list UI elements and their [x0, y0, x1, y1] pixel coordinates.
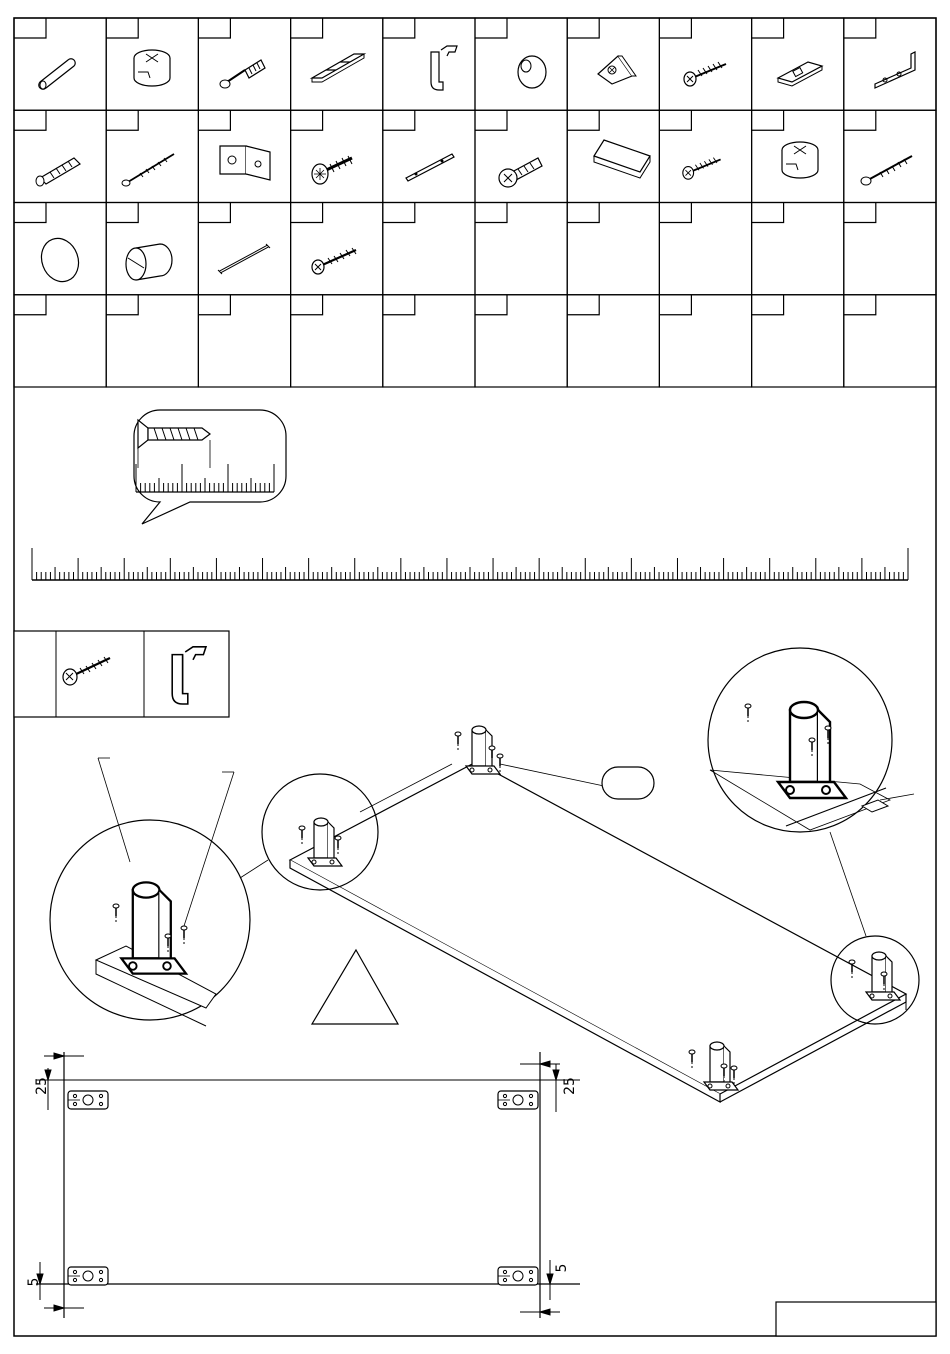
- cam-lock-icon: [134, 50, 170, 86]
- part-number-tab: [475, 110, 507, 130]
- leg-plate-bottom-left: [68, 1267, 108, 1285]
- part-number-tab: [752, 18, 784, 38]
- screw-size-callout: [134, 410, 286, 524]
- part-number-tab: [383, 295, 415, 315]
- parts-table-cell: [659, 295, 751, 387]
- parts-table-cell: [567, 203, 659, 295]
- warning-triangle-icon: [312, 950, 398, 1024]
- part-number-tab: [291, 295, 323, 315]
- dimension-arrows: [37, 1053, 560, 1315]
- parts-table-cell: [198, 18, 290, 110]
- parts-table-cell: [383, 18, 475, 110]
- dimension-label-top-right: 25: [562, 1077, 578, 1095]
- machine-screw-icon: [499, 158, 542, 187]
- part-number-tab: [567, 203, 599, 223]
- parts-table-cell: [844, 203, 936, 295]
- parts-table-cell: [567, 295, 659, 387]
- part-number-tab: [659, 18, 691, 38]
- part-number-tab: [106, 110, 138, 130]
- parts-table-cell: [844, 295, 936, 387]
- parts-table-cell: [291, 110, 383, 202]
- parts-table-cell: [844, 110, 936, 202]
- cam-lock-icon: [782, 142, 818, 178]
- parts-table-cell: [383, 203, 475, 295]
- parts-table-cell: [659, 203, 751, 295]
- dimension-label-bottom-right: 5: [554, 1263, 570, 1273]
- leg-plate-top-left: [68, 1091, 108, 1109]
- part-number-tab: [383, 110, 415, 130]
- dimension-label-top-left: 25: [34, 1077, 50, 1095]
- page-number-box: [776, 1302, 936, 1336]
- parts-table-cell: [14, 110, 106, 202]
- part-number-tab: [291, 18, 323, 38]
- parts-table-cell: [291, 295, 383, 387]
- part-number-tab: [844, 110, 876, 130]
- measuring-ruler: [32, 548, 908, 580]
- cam-bolt-icon: [220, 60, 265, 88]
- long-screw-icon: [861, 156, 912, 185]
- parts-table-cell: [752, 203, 844, 295]
- part-number-tab: [14, 110, 46, 130]
- parts-table-cell: [106, 295, 198, 387]
- part-number-tab: [14, 295, 46, 315]
- part-number-tab: [14, 203, 46, 223]
- wall-plug-icon: [36, 158, 80, 186]
- metal-strip-icon: [406, 154, 454, 181]
- part-number-tab: [198, 203, 230, 223]
- leg-back-left: [466, 726, 500, 774]
- corner-block-icon: [598, 56, 636, 84]
- part-number-tab: [291, 110, 323, 130]
- parts-table-cell: [383, 295, 475, 387]
- parts-table-cell: [475, 110, 567, 202]
- dimension-label-bottom-left: 5: [26, 1277, 42, 1287]
- dowel-icon: [39, 59, 75, 89]
- parts-table-cell: [475, 295, 567, 387]
- step-parts-box: [14, 631, 229, 717]
- parts-table-cell: [659, 18, 751, 110]
- part-number-tab: [383, 203, 415, 223]
- part-number-tab: [567, 18, 599, 38]
- leg-plate-top-right: [498, 1091, 538, 1109]
- part-number-tab: [567, 295, 599, 315]
- countersunk-screw-icon: [312, 156, 352, 184]
- drawer-runner-icon: [594, 140, 650, 178]
- shelf-pads-icon: [312, 54, 364, 82]
- parts-table-cell: [14, 18, 106, 110]
- parts-table-cell: [198, 295, 290, 387]
- part-number-tab: [475, 18, 507, 38]
- part-number-tab: [106, 18, 138, 38]
- part-number-tab: [198, 110, 230, 130]
- part-number-tab: [14, 18, 46, 38]
- detail-circle-large-left: [50, 758, 250, 1026]
- part-number-tab: [475, 295, 507, 315]
- part-number-tab: [198, 18, 230, 38]
- parts-table-cell: [198, 203, 290, 295]
- leg-bracket-icon: [431, 46, 457, 90]
- part-number-tab: [659, 110, 691, 130]
- corner-bracket-icon: [220, 146, 270, 180]
- hinge-plate-icon: [778, 62, 822, 86]
- part-number-tab: [106, 295, 138, 315]
- parts-table-cell: [844, 18, 936, 110]
- parts-table-cell: [14, 295, 106, 387]
- part-number-tab: [844, 295, 876, 315]
- part-number-tab: [106, 203, 138, 223]
- part-number-tab: [752, 203, 784, 223]
- part-reference-balloon: [602, 767, 654, 799]
- leg-position-plan: [26, 1052, 580, 1318]
- small-screw-icon: [683, 158, 721, 180]
- part-number-tab: [659, 203, 691, 223]
- parts-table-cell: [752, 18, 844, 110]
- part-number-tab: [567, 110, 599, 130]
- parts-table-cell: [383, 110, 475, 202]
- part-number-tab: [752, 295, 784, 315]
- part-number-tab: [475, 203, 507, 223]
- rod-icon: [218, 244, 270, 274]
- wood-screw-icon: [312, 248, 356, 274]
- glide-disc-icon: [518, 56, 546, 88]
- part-number-tab: [844, 203, 876, 223]
- part-number-tab: [383, 18, 415, 38]
- long-screw-icon: [122, 154, 174, 186]
- cover-cap-icon: [36, 233, 85, 287]
- detail-circle-large-right: [708, 648, 914, 832]
- leg-plate-bottom-right: [498, 1267, 538, 1285]
- angle-bracket-icon: [875, 52, 915, 88]
- screw-icon: [684, 62, 726, 86]
- cam-housing-icon: [126, 244, 172, 280]
- part-number-tab: [198, 295, 230, 315]
- part-number-tab: [752, 110, 784, 130]
- parts-table-cell: [291, 203, 383, 295]
- parts-table-cell: [475, 203, 567, 295]
- parts-table-cell: [752, 295, 844, 387]
- part-number-tab: [291, 203, 323, 223]
- part-number-tab: [844, 18, 876, 38]
- part-number-tab: [659, 295, 691, 315]
- parts-table-cell: [659, 110, 751, 202]
- parts-table-cell: [106, 110, 198, 202]
